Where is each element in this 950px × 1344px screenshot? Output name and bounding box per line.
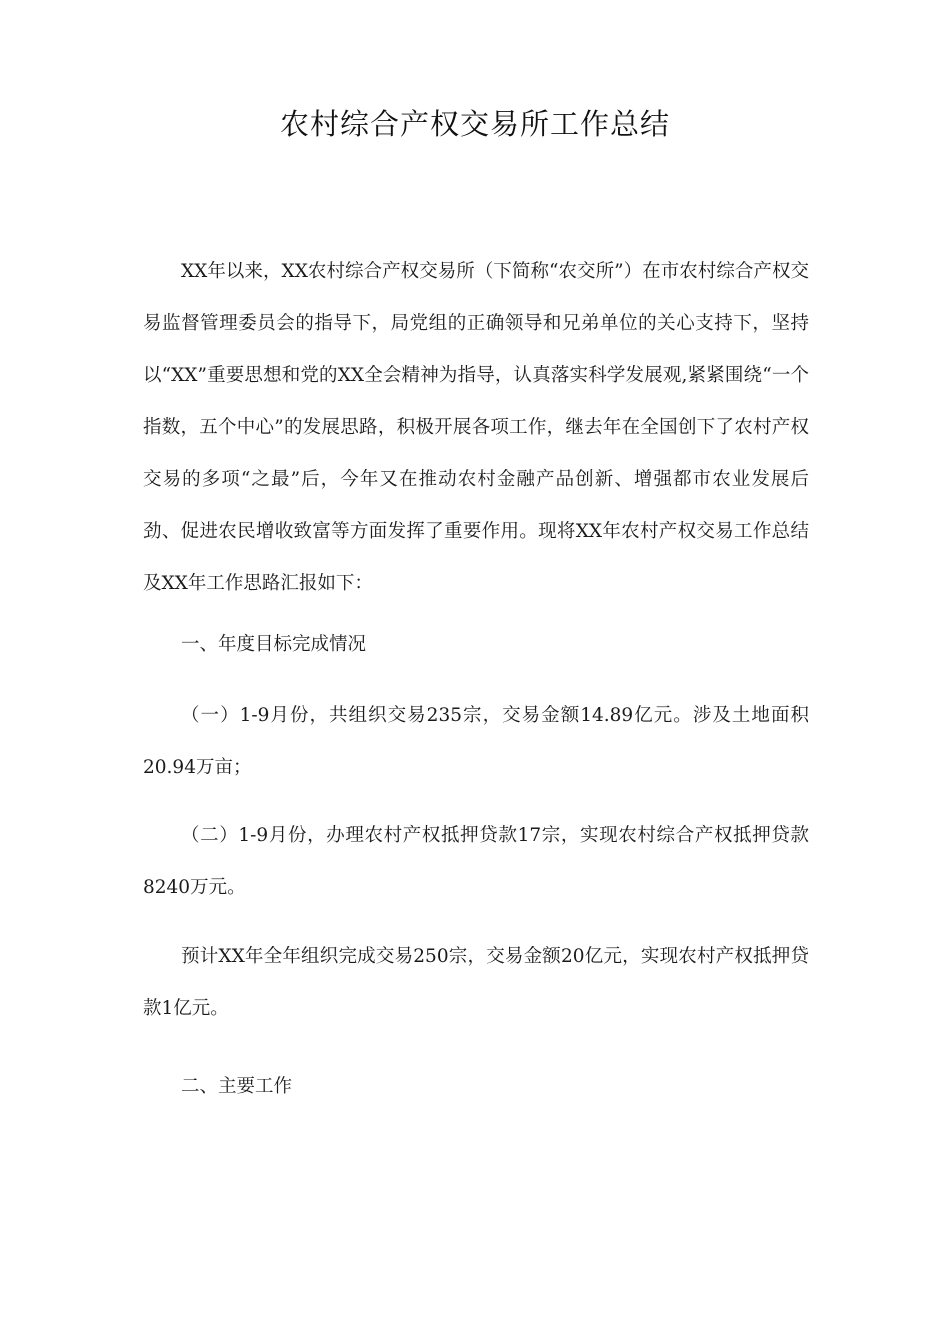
- intro-paragraph: XX年以来，XX农村综合产权交易所（下简称“农交所”）在市农村综合产权交易监督管理委员会的指导下，局党组的正确领导和兄弟单位的关心支持下，坚持以“XX”重要思想和党的XX全会精神为指导，认真落实科学发展观,紧紧围绕“一个指数，五个中心”的发展思路，积极开展各项工作，继去年在全国创下了农村产权交易的多项“之最”后，今年又在推动农村金融产品创新、增强都市农业发展后劲、促进农民增收致富等方面发挥了重要作用。现将XX年农村产权交易工作总结及XX年工作思路汇报如下：: [143, 261, 809, 594]
- forecast-paragraph: 预计XX年全年组织完成交易250宗，交易金额20亿元，实现农村产权抵押贷款1亿元。: [143, 946, 809, 1019]
- goal-item-2: （二）1-9月份，办理农村产权抵押贷款17宗，实现农村综合产权抵押贷款8240万元。: [143, 825, 809, 898]
- section-heading-main-work: 二、主要工作: [181, 1076, 293, 1097]
- goal-item-1: （一）1-9月份，共组织交易235宗，交易金额14.89亿元。涉及土地面积20.94万亩；: [143, 705, 809, 778]
- document-title: 农村综合产权交易所工作总结: [279, 107, 670, 141]
- section-heading-annual-goals: 一、年度目标完成情况: [181, 634, 367, 655]
